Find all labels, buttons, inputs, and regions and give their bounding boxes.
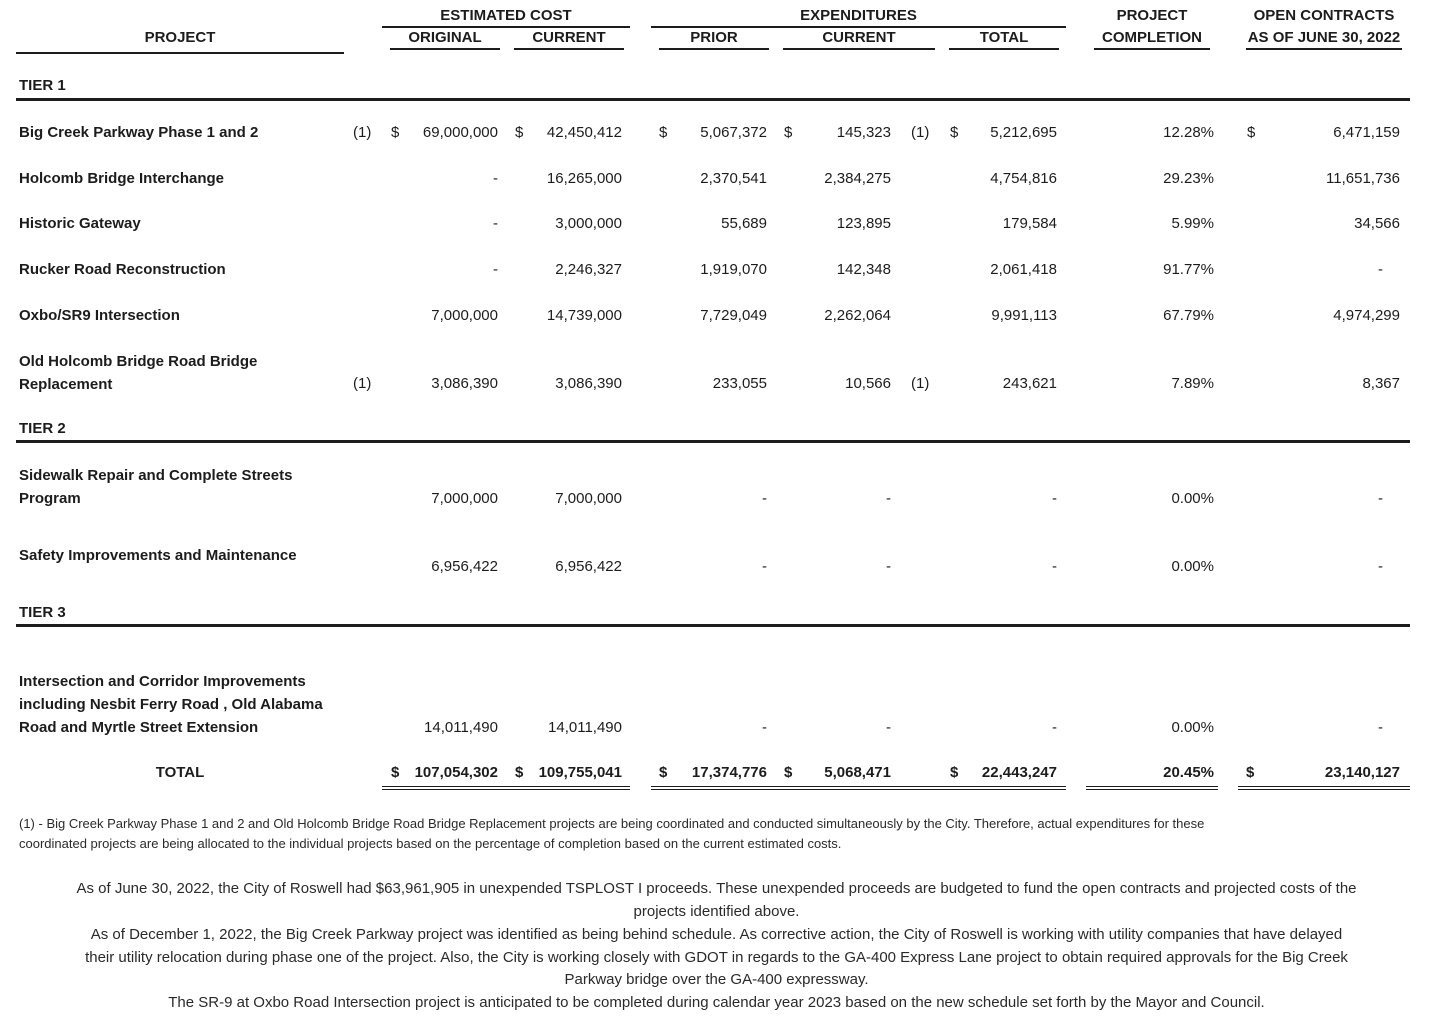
prior-expenditure: - <box>762 719 767 736</box>
header-open-contracts-line1: OPEN CONTRACTS <box>1253 7 1395 24</box>
header-estimated-cost: ESTIMATED COST <box>440 7 572 24</box>
header-current-rule <box>514 48 624 50</box>
header-open-contracts-line2: AS OF JUNE 30, 2022 <box>1247 29 1401 46</box>
header-expenditures: EXPENDITURES <box>800 7 917 24</box>
currency-sign: $ <box>515 764 524 781</box>
completion-percent: 0.00% <box>1171 558 1214 575</box>
header-project: PROJECT <box>144 29 216 46</box>
original-cost: - <box>493 261 498 278</box>
current-cost: 3,000,000 <box>555 215 622 232</box>
current-expenditure: 145,323 <box>836 124 891 141</box>
current-cost: 7,000,000 <box>555 490 622 507</box>
currency-sign: $ <box>1246 764 1255 781</box>
tier-3-label: TIER 3 <box>19 604 66 621</box>
footnote-ref: (1) <box>353 375 372 392</box>
original-cost: 7,000,000 <box>431 490 498 507</box>
original-cost: 14,011,490 <box>424 719 498 736</box>
current-expenditure: 142,348 <box>836 261 891 278</box>
header-completion-rule <box>1094 48 1210 50</box>
narrative-line: their utility relocation during phase one of the project. Also, the City is working closely with GDOT in regards to the GA-400 Express Lane project to obtain required approvals for the Big Creek <box>85 949 1348 966</box>
current-expenditure: 10,566 <box>845 375 891 392</box>
total-expenditure: 243,621 <box>1002 375 1057 392</box>
total-prior-expenditure: 17,374,776 <box>691 764 767 781</box>
prior-expenditure: 5,067,372 <box>700 124 767 141</box>
open-contracts: - <box>1378 558 1383 575</box>
tier-1-rule <box>16 98 1410 101</box>
current-expenditure: - <box>886 719 891 736</box>
footnote-line-2: coordinated projects are being allocated to the individual projects based on the percentage of completion based on the current estimated costs. <box>19 836 842 851</box>
open-contracts: - <box>1378 261 1383 278</box>
header-completion-line1: PROJECT <box>1116 7 1188 24</box>
currency-sign: $ <box>515 124 524 141</box>
tier-2-label: TIER 2 <box>19 420 66 437</box>
currency-sign: $ <box>1247 124 1256 141</box>
current-cost: 2,246,327 <box>555 261 622 278</box>
currency-sign: $ <box>950 764 959 781</box>
narrative-line: As of December 1, 2022, the Big Creek Parkway project was identified as being behind schedule. As corrective action, the City of Roswell is working with utility companies that have delayed <box>90 926 1343 943</box>
footnote-ref: (1) <box>911 375 930 392</box>
narrative-line: As of June 30, 2022, the City of Roswell had $63,961,905 in unexpended TSPLOST I proceeds. These unexpended proceeds are budgeted to fund the open contracts and projected costs of the <box>76 880 1357 897</box>
project-name: Rucker Road Reconstruction <box>19 261 226 278</box>
original-cost: 7,000,000 <box>431 307 498 324</box>
total-expenditure: 2,061,418 <box>990 261 1057 278</box>
total-expenditure: - <box>1052 490 1057 507</box>
header-total: TOTAL <box>979 29 1029 46</box>
prior-expenditure: - <box>762 558 767 575</box>
completion-percent: 29.23% <box>1163 170 1214 187</box>
current-expenditure: 2,384,275 <box>824 170 891 187</box>
current-expenditure: 2,262,064 <box>824 307 891 324</box>
header-prior-rule <box>659 48 769 50</box>
completion-percent: 0.00% <box>1171 719 1214 736</box>
header-original-rule <box>390 48 500 50</box>
project-name: Holcomb Bridge Interchange <box>19 170 225 187</box>
open-contracts: 11,651,736 <box>1326 170 1400 187</box>
prior-expenditure: 233,055 <box>712 375 767 392</box>
header-exp-current: CURRENT <box>822 29 896 46</box>
original-cost: 69,000,000 <box>422 124 498 141</box>
project-name: Old Holcomb Bridge Road Bridge <box>19 353 258 370</box>
total-current-expenditure: 5,068,471 <box>824 764 891 781</box>
narrative-line: Parkway bridge over the GA-400 expressway. <box>564 971 869 988</box>
totals-label: TOTAL <box>155 764 205 781</box>
total-expenditure: 5,212,695 <box>990 124 1057 141</box>
current-cost: 14,011,490 <box>548 719 622 736</box>
project-name: Safety Improvements and Maintenance <box>19 547 297 564</box>
currency-sign: $ <box>950 124 959 141</box>
tier-3-rule <box>16 624 1410 627</box>
completion-percent: 67.79% <box>1163 307 1214 324</box>
currency-sign: $ <box>391 764 400 781</box>
header-project-rule <box>16 52 344 54</box>
completion-percent: 12.28% <box>1163 124 1214 141</box>
tier-2-rule <box>16 440 1410 443</box>
open-contracts: - <box>1378 719 1383 736</box>
prior-expenditure: 7,729,049 <box>700 307 767 324</box>
project-name: Big Creek Parkway Phase 1 and 2 <box>19 124 259 141</box>
completion-percent: 0.00% <box>1171 490 1214 507</box>
current-cost: 16,265,000 <box>546 170 622 187</box>
total-open-contracts: 23,140,127 <box>1324 764 1400 781</box>
completion-percent: 7.89% <box>1171 375 1214 392</box>
footnote-ref: (1) <box>911 124 930 141</box>
tier-1-label: TIER 1 <box>19 77 66 94</box>
open-contracts: 6,471,159 <box>1333 124 1400 141</box>
double-underline <box>1238 786 1410 790</box>
open-contracts: 4,974,299 <box>1333 307 1400 324</box>
footnote-ref: (1) <box>353 124 372 141</box>
project-name-cont: Replacement <box>19 376 113 393</box>
project-name-cont: Program <box>19 490 81 507</box>
original-cost: 6,956,422 <box>431 558 498 575</box>
header-open-contracts-rule <box>1246 48 1402 50</box>
original-cost: - <box>493 170 498 187</box>
open-contracts: 8,367 <box>1362 375 1400 392</box>
project-name: Historic Gateway <box>19 215 141 232</box>
project-name: Intersection and Corridor Improvements <box>19 673 306 690</box>
original-cost: 3,086,390 <box>431 375 498 392</box>
double-underline <box>651 786 1066 790</box>
header-expenditures-rule <box>651 26 1066 28</box>
currency-sign: $ <box>659 764 668 781</box>
currency-sign: $ <box>391 124 400 141</box>
currency-sign: $ <box>784 124 793 141</box>
current-cost: 6,956,422 <box>555 558 622 575</box>
currency-sign: $ <box>659 124 668 141</box>
project-name: Sidewalk Repair and Complete Streets <box>19 467 293 484</box>
current-cost: 14,739,000 <box>546 307 622 324</box>
prior-expenditure: 1,919,070 <box>700 261 767 278</box>
narrative-line: The SR-9 at Oxbo Road Intersection project is anticipated to be completed during calendar year 2023 based on the new schedule set forth by the Mayor and Council. <box>168 994 1265 1011</box>
project-name-cont: including Nesbit Ferry Road , Old Alabama <box>19 696 323 713</box>
current-cost: 42,450,412 <box>546 124 622 141</box>
total-current-cost: 109,755,041 <box>538 764 622 781</box>
header-exp-current-rule <box>783 48 935 50</box>
header-prior: PRIOR <box>690 29 738 46</box>
prior-expenditure: 2,370,541 <box>700 170 767 187</box>
total-expenditure: - <box>1052 719 1057 736</box>
completion-percent: 5.99% <box>1171 215 1214 232</box>
footnote-line-1: (1) - Big Creek Parkway Phase 1 and 2 and Old Holcomb Bridge Road Bridge Replacement projects are being coordinated and conducted simultaneously by the City. Therefore, actual expenditures for these <box>19 816 1205 831</box>
narrative-line: projects identified above. <box>633 903 800 920</box>
prior-expenditure: - <box>762 490 767 507</box>
current-expenditure: - <box>886 558 891 575</box>
completion-percent: 91.77% <box>1163 261 1214 278</box>
double-underline <box>382 786 630 790</box>
prior-expenditure: 55,689 <box>721 215 767 232</box>
total-expenditure: 22,443,247 <box>981 764 1057 781</box>
header-current: CURRENT <box>532 29 606 46</box>
current-expenditure: 123,895 <box>836 215 891 232</box>
double-underline <box>1086 786 1218 790</box>
total-original-cost: 107,054,302 <box>414 764 498 781</box>
header-original: ORIGINAL <box>408 29 482 46</box>
open-contracts: 34,566 <box>1354 215 1400 232</box>
total-expenditure: 9,991,113 <box>991 307 1057 324</box>
header-completion-line2: COMPLETION <box>1102 29 1202 46</box>
current-cost: 3,086,390 <box>555 375 622 392</box>
total-expenditure: 4,754,816 <box>990 170 1057 187</box>
project-name: Oxbo/SR9 Intersection <box>19 307 180 324</box>
project-name-cont: Road and Myrtle Street Extension <box>19 719 259 736</box>
total-completion-percent: 20.45% <box>1163 764 1214 781</box>
header-total-rule <box>949 48 1059 50</box>
total-expenditure: - <box>1052 558 1057 575</box>
header-estimated-cost-rule <box>382 26 630 28</box>
current-expenditure: - <box>886 490 891 507</box>
total-expenditure: 179,584 <box>1002 215 1057 232</box>
original-cost: - <box>493 215 498 232</box>
open-contracts: - <box>1378 490 1383 507</box>
currency-sign: $ <box>784 764 793 781</box>
